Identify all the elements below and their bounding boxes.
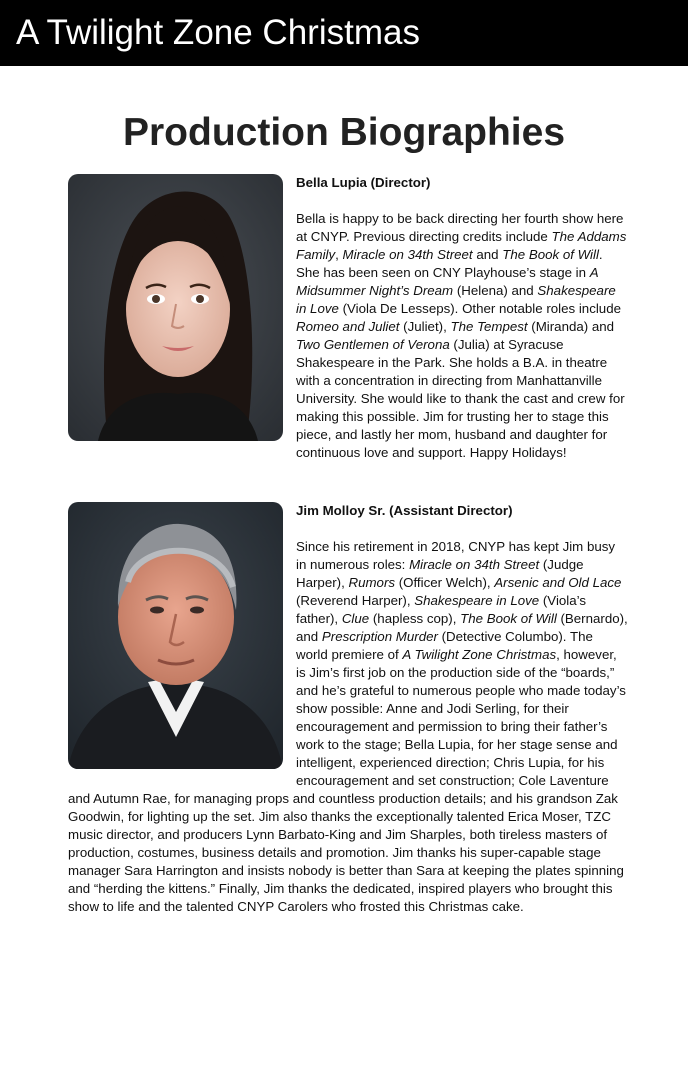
bio-text-run: (Officer Welch), — [395, 575, 495, 590]
bio-text-run: and — [472, 247, 503, 262]
title-italic: The Book of Will — [460, 611, 557, 626]
header-title: A Twilight Zone Christmas — [16, 13, 420, 52]
title-italic: Romeo and Juliet — [296, 319, 400, 334]
title-italic: Shakespeare in Love — [296, 283, 616, 316]
bio-text-run: (Viola’s father), — [296, 593, 586, 626]
bio-text-run: Since his retirement in 2018, CNYP has kept Jim busy in numerous roles: — [296, 539, 616, 572]
bio-text-run: (Miranda) and — [527, 319, 615, 334]
bio-text-run: (Juliet), — [399, 319, 451, 334]
bio-text-run: (Viola De Lesseps). Other notable roles include — [338, 301, 621, 316]
bio-text-run: , however, is Jim’s first job on the production side of the “boards,” and he’s grateful to numerous people who made today’s show possible: Anne and Jodi Serling, for their encouragement and permission to bring their father’s work to the stage; Bella Lupia, for her stage sense and intelligent, experienced direction; Chris Lupia, for his encouragement and set construction; Cole Laventure and Autumn Rae, for managing props and countless production details; and his grandson Zak Goodwin, for lighting up the set. Jim also thanks the exceptionally talented Erica Moser, TZC music director, and producers Lynn Barbato-King and Jim Sharples, both tireless masters of production, costumes, business details and promotion. Jim thanks his super-capable stage manager Sara Harrington and insists nobody is better than Sara at keeping the plates spinning and “herding the kittens.” Finally, Jim thanks the dedicated, inspired players who brought this show to life and the talented CNYP Carolers who frosted this Christmas cake. — [68, 647, 626, 914]
bio-text-run: (Reverend Harper), — [296, 593, 415, 608]
bio-bella-lupia — [68, 174, 628, 462]
bio-name: Bella Lupia (Director) — [296, 175, 431, 190]
title-italic: Clue — [341, 611, 370, 626]
page-heading: Production Biographies — [122, 111, 566, 154]
bio-text-run: (hapless cop), — [369, 611, 461, 626]
title-italic: Shakespeare in Love — [414, 593, 540, 608]
bio-text-run: (Detective Columbo). The world premiere of — [296, 629, 593, 662]
title-italic: Miracle on 34th Street — [342, 247, 473, 262]
bio-text-run: Bella is happy to be back directing her fourth show here at CNYP. Previous directing credits include — [296, 211, 624, 244]
bio-text-run: (Judge Harper), — [296, 557, 584, 590]
bio-text-run: (Julia) at Syracuse Shakespeare in the Park. She holds a B.A. in theatre with a concentration in directing from Manhattanville University. She would like to thank the cast and crew for making this possible. Jim for trusting her to stage this piece, and lastly her mom, husband and daughter for continuous love and support. Happy Holidays! — [296, 337, 625, 460]
title-italic: Two Gentlemen of Verona — [296, 337, 450, 352]
bio-text-run: . She has been seen on CNY Playhouse’s stage in — [296, 247, 603, 280]
header-bar — [0, 0, 688, 66]
bio-text-run: , — [335, 247, 343, 262]
bio-text-run: (Bernardo), and — [296, 611, 628, 644]
title-italic: Rumors — [348, 575, 396, 590]
title-italic: A Midsummer Night’s Dream — [296, 265, 599, 298]
title-italic: The Tempest — [450, 319, 528, 334]
bio-name: Jim Molloy Sr. (Assistant Director) — [296, 503, 513, 518]
title-italic: The Book of Will — [502, 247, 599, 262]
title-italic: Arsenic and Old Lace — [494, 575, 622, 590]
headshot-photo-jim — [68, 502, 283, 769]
title-italic: Miracle on 34th Street — [409, 557, 540, 572]
headshot-photo-bella — [68, 174, 283, 441]
title-italic: The Addams Family — [296, 229, 627, 262]
bio-jim-molloy — [68, 502, 628, 916]
title-italic: Prescription Murder — [321, 629, 438, 644]
bio-text-run: (Helena) and — [453, 283, 538, 298]
title-italic: A Twilight Zone Christmas — [402, 647, 557, 662]
